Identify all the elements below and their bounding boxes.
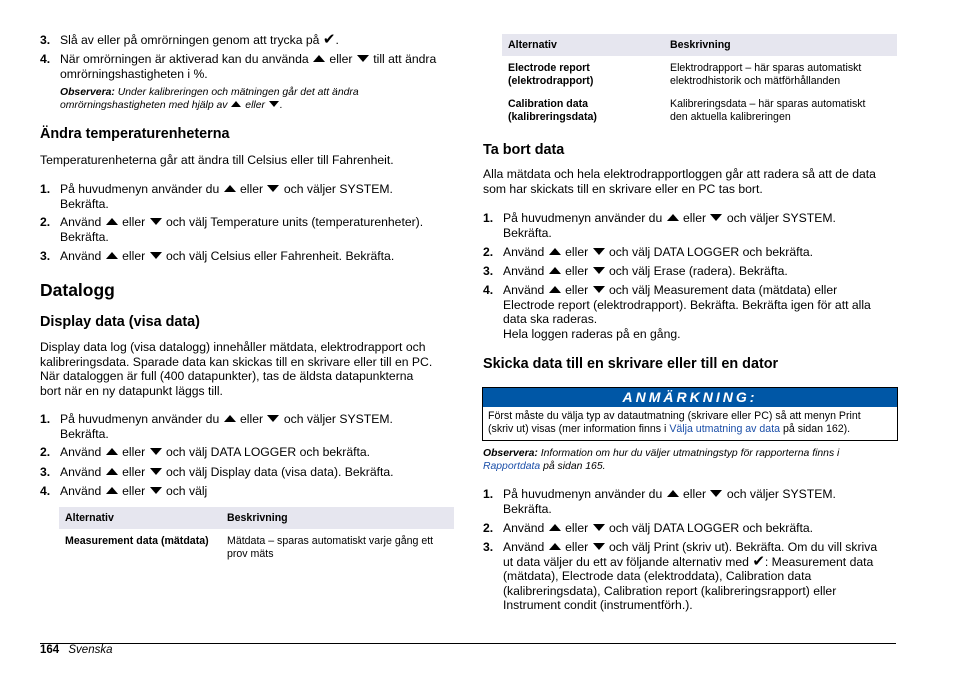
observation-note <box>60 86 460 112</box>
table-row <box>502 92 897 128</box>
table-header: Alternativ <box>502 34 664 56</box>
subsection-heading-display-data: Display data (visa data) <box>40 314 200 330</box>
table-row <box>502 56 897 92</box>
step-text-line: data ska raderas. <box>503 312 598 326</box>
step-number: 3. <box>40 249 51 263</box>
step-text-or: eller <box>565 245 589 259</box>
table-cell <box>664 56 897 92</box>
down-arrow-icon <box>710 214 722 221</box>
up-arrow-icon <box>231 101 241 107</box>
step-number: 4. <box>40 484 51 498</box>
step-text-or: eller <box>122 445 146 459</box>
step-text-or: eller <box>329 52 353 66</box>
step-text-end: och välj Print (skriv ut). Bekräfta. Om du vill skriva <box>608 540 878 554</box>
up-arrow-icon <box>549 248 561 255</box>
notice-text <box>483 407 897 440</box>
step-text: Använd <box>60 465 102 479</box>
table-header: Alternativ <box>59 507 221 529</box>
step-text-or: eller <box>565 264 589 278</box>
step-text-end: och välj Measurement data (mätdata) eller <box>608 283 838 297</box>
step-text-line2: Bekräfta. <box>503 501 552 516</box>
note-end: . <box>279 100 283 111</box>
step-text-line: (kalibreringsdata), Calibration report (kalibreringsrapport) eller <box>503 583 837 598</box>
paragraph <box>40 340 460 398</box>
step-text-line2: Bekräfta. <box>503 225 552 240</box>
step-text-end: till att ändra omrörningshastigheten i %. <box>60 52 437 81</box>
step-number: 2. <box>483 245 494 259</box>
step-text-or: eller <box>122 484 146 498</box>
step-text-line-end: : Measurement data <box>764 554 874 569</box>
step-text-end: och välj Temperature units (temperaturenheter). <box>165 215 424 229</box>
up-arrow-icon <box>549 286 561 293</box>
step-text-end: och väljer SYSTEM. <box>283 182 393 196</box>
paragraph-line: bort när en ny datapunkt läggs till. <box>40 383 223 398</box>
note-text: Information om hur du väljer utmatningstyp för rapporterna finns i <box>540 448 840 459</box>
step-text-or: eller <box>122 465 146 479</box>
step-number: 3. <box>483 264 494 278</box>
page-number: 164 <box>40 644 60 656</box>
step-number: 1. <box>483 487 494 501</box>
step-text-or: eller <box>565 521 589 535</box>
down-arrow-icon <box>269 101 279 107</box>
step-text-line: Hela loggen raderas på en gång. <box>503 326 681 341</box>
step-number: 4. <box>483 283 494 297</box>
up-arrow-icon <box>224 415 236 422</box>
up-arrow-icon <box>313 55 325 62</box>
note-label: Observera: <box>60 87 115 98</box>
step-number: 2. <box>483 521 494 535</box>
step-text-or: eller <box>122 249 146 263</box>
notice-title: ANMÄRKNING: <box>483 388 897 407</box>
table-cell <box>221 529 454 565</box>
checkmark-icon: ✔ <box>322 31 336 48</box>
notice-line: (skriv ut) visas (mer information finns i <box>488 423 670 435</box>
step-number: 1. <box>40 182 51 196</box>
step-text-end: och välj DATA LOGGER och bekräfta. <box>165 445 371 459</box>
step-text-or: eller <box>683 211 707 225</box>
note-label: Observera: <box>483 448 538 459</box>
notice-line-end: på sidan 162). <box>780 423 851 435</box>
down-arrow-icon <box>150 487 162 494</box>
down-arrow-icon <box>357 55 369 62</box>
table-header: Beskrivning <box>664 34 897 56</box>
step-text: Använd <box>503 540 545 554</box>
section-heading-skicka: Skicka data till en skrivare eller till en dator <box>483 356 779 372</box>
step-number: 3. <box>40 465 51 479</box>
note-text-2: omrörningshastigheten med hjälp av <box>60 100 228 111</box>
step-text-end: och väljer SYSTEM. <box>283 412 393 426</box>
step-text: Använd <box>503 245 545 259</box>
cell-line: Calibration data <box>508 98 589 110</box>
up-arrow-icon <box>106 218 118 225</box>
step-text-line: (mätdata), Electrode data (elektroddata), Calibration data <box>503 569 812 583</box>
cell-line: Kalibreringsdata – här sparas automatiskt <box>670 98 866 110</box>
step-text-or: eller <box>565 540 589 554</box>
table-cell: Measurement data (mätdata) <box>65 535 209 547</box>
up-arrow-icon <box>224 185 236 192</box>
down-arrow-icon <box>150 252 162 259</box>
step-number: 3. <box>40 33 51 47</box>
step-text-or: eller <box>122 215 146 229</box>
step-text-end: och välj Display data (visa data). Bekräfta. <box>165 465 394 479</box>
section-heading-ta-bort: Ta bort data <box>483 142 565 158</box>
step-text-end: och välj <box>165 484 208 498</box>
step-text: På huvudmenyn använder du <box>60 412 220 426</box>
up-arrow-icon <box>106 468 118 475</box>
checkmark-icon: ✔ <box>752 552 765 570</box>
up-arrow-icon <box>667 214 679 221</box>
down-arrow-icon <box>267 185 279 192</box>
table-cell <box>502 92 664 128</box>
options-table <box>502 34 897 128</box>
down-arrow-icon <box>710 490 722 497</box>
footer-divider <box>40 643 896 644</box>
step-text-line2: Bekräfta. <box>60 229 109 244</box>
step-text-line: Electrode report (elektrodrapport). Bekräfta. Bekräfta igen för att alla <box>503 297 871 312</box>
step-text-or: eller <box>683 487 707 501</box>
step-text: Använd <box>503 264 545 278</box>
step-text: På huvudmenyn använder du <box>60 182 220 196</box>
down-arrow-icon <box>593 267 605 274</box>
step-text: Använd <box>60 445 102 459</box>
section-heading-temperature: Ändra temperaturenheterna <box>40 126 230 142</box>
note-end: på sidan 165. <box>540 461 606 472</box>
paragraph <box>483 167 903 196</box>
cell-line: prov mäts <box>227 548 274 560</box>
paragraph-line: kalibreringsdata. Sparade data kan skickas till en skrivare eller till en PC. <box>40 354 433 369</box>
step-text: Slå av eller på omrörningen genom att trycka på <box>60 33 320 47</box>
note-text: Under kalibreringen och mätningen går det att ändra <box>117 87 359 98</box>
step-text-line: ut data väljer du ett av följande alternativ med <box>503 554 749 569</box>
step-number: 4. <box>40 52 51 66</box>
step-text-end: och välj DATA LOGGER och bekräfta. <box>608 245 814 259</box>
step-text-or: eller <box>565 283 589 297</box>
step-text-end: och välj Celsius eller Fahrenheit. Bekräfta. <box>165 249 395 263</box>
up-arrow-icon <box>549 524 561 531</box>
cell-line: (kalibreringsdata) <box>508 111 597 123</box>
note-link[interactable]: Rapportdata <box>483 461 541 472</box>
table-row <box>59 529 454 565</box>
step-text-end: . <box>335 33 339 47</box>
paragraph-line: När dataloggen är full (400 datapunkter), tas de äldsta datapunkterna <box>40 369 414 383</box>
cell-line: den aktuella kalibreringen <box>670 111 791 123</box>
down-arrow-icon <box>593 248 605 255</box>
step-text-end: och väljer SYSTEM. <box>726 487 836 501</box>
cell-line: (elektrodrapport) <box>508 75 594 87</box>
up-arrow-icon <box>667 490 679 497</box>
step-text-end: och välj DATA LOGGER och bekräfta. <box>608 521 814 535</box>
step-text: Använd <box>503 521 545 535</box>
step-text-end: och välj Erase (radera). Bekräfta. <box>608 264 788 278</box>
step-text: Använd <box>60 484 102 498</box>
up-arrow-icon <box>106 448 118 455</box>
notice-link[interactable]: Välja utmatning av data <box>669 423 781 435</box>
up-arrow-icon <box>549 543 561 550</box>
paragraph-line: Alla mätdata och hela elektrodrapportloggen går att radera så att de data <box>483 167 876 181</box>
step-text-line: Instrument condit (instrumentförh.). <box>503 598 693 612</box>
page-footer <box>40 643 113 658</box>
down-arrow-icon <box>150 448 162 455</box>
observation-note <box>483 447 893 473</box>
note-or: eller <box>245 100 265 111</box>
step-text: Använd <box>60 249 102 263</box>
cell-line: Electrode report <box>508 62 590 74</box>
step-number: 2. <box>40 445 51 459</box>
step-text-or: eller <box>240 412 264 426</box>
down-arrow-icon <box>593 524 605 531</box>
up-arrow-icon <box>106 252 118 259</box>
step-text-end: och väljer SYSTEM. <box>726 211 836 225</box>
step-text-line2: Bekräfta. <box>60 426 109 441</box>
table-header: Beskrivning <box>221 507 454 529</box>
down-arrow-icon <box>593 286 605 293</box>
cell-line: Mätdata – sparas automatiskt varje gång ett <box>227 535 434 547</box>
step-text: När omrörningen är aktiverad kan du använda <box>60 52 309 66</box>
section-heading-datalogg: Datalogg <box>40 280 115 300</box>
step-number: 3. <box>483 540 494 554</box>
down-arrow-icon <box>593 543 605 550</box>
table-cell <box>664 92 897 128</box>
cell-line: Elektrodrapport – här sparas automatiskt <box>670 62 862 74</box>
up-arrow-icon <box>106 487 118 494</box>
down-arrow-icon <box>150 218 162 225</box>
paragraph: Temperaturenheterna går att ändra till Celsius eller till Fahrenheit. <box>40 153 394 167</box>
down-arrow-icon <box>267 415 279 422</box>
paragraph-line: Display data log (visa datalogg) innehåller mätdata, elektrodrapport och <box>40 340 426 354</box>
step-text-or: eller <box>240 182 264 196</box>
footer-language: Svenska <box>68 644 113 656</box>
up-arrow-icon <box>549 267 561 274</box>
step-text-line2: Bekräfta. <box>60 196 109 211</box>
notice-line: Först måste du välja typ av datautmatning (skrivare eller PC) så att menyn Print <box>488 410 861 422</box>
step-text: Använd <box>503 283 545 297</box>
step-text: Använd <box>60 215 102 229</box>
notice-box <box>482 387 898 441</box>
table-cell <box>502 56 664 92</box>
down-arrow-icon <box>150 468 162 475</box>
step-text: På huvudmenyn använder du <box>503 487 663 501</box>
step-number: 2. <box>40 215 51 229</box>
step-number: 1. <box>40 412 51 426</box>
paragraph-line: som har skickats till en skrivare eller en PC tas bort. <box>483 181 763 196</box>
step-text: På huvudmenyn använder du <box>503 211 663 225</box>
step-number: 1. <box>483 211 494 225</box>
options-table <box>59 507 454 565</box>
cell-line: elektrodhistorik och mätförhållanden <box>670 75 841 87</box>
